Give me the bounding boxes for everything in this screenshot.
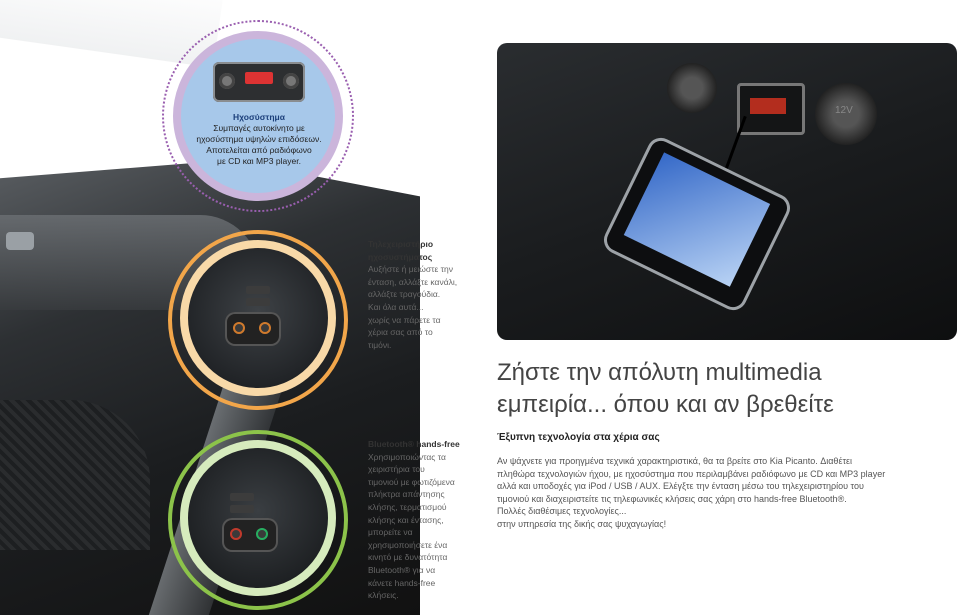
console-photo <box>497 43 957 340</box>
usb-aux-port <box>737 83 805 135</box>
bluetooth-line: μπορείτε να <box>368 527 413 538</box>
headline-line: Ζήστε την απόλυτη multimedia <box>497 359 822 386</box>
lighter-socket-icon <box>667 63 717 113</box>
body-line: στην υπηρεσία της δικής σας ψυχαγωγίας! <box>497 518 667 529</box>
bluetooth-line: πλήκτρα απάντησης <box>368 489 445 500</box>
bluetooth-line: κάνετε hands-free <box>368 577 436 588</box>
bluetooth-title: Bluetooth® hands-free <box>368 439 460 449</box>
bluetooth-line: Χρησιμοποιώντας τα <box>368 451 446 462</box>
end-call-icon <box>230 528 242 540</box>
body-line: Πολλές διαθέσιμες τεχνολογίες... <box>497 506 627 517</box>
bluetooth-line: κλήσης και έντασης, <box>368 514 444 525</box>
remote-title: ηχοσυστήματος <box>368 251 433 262</box>
radio-knob-right <box>283 73 299 89</box>
bt-button-cluster <box>222 518 278 552</box>
radio-display <box>245 72 273 84</box>
door-handle-icon <box>6 232 34 250</box>
audio-line: ηχοσύστημα υψηλών επιδόσεων. <box>196 134 322 144</box>
remote-rocker-up <box>246 286 270 294</box>
subheading: Έξυπνη τεχνολογία στα χέρια σας <box>497 432 660 443</box>
bt-rocker-up <box>230 493 254 501</box>
audio-caption <box>190 112 328 167</box>
audio-line: με CD και MP3 player. <box>217 156 301 166</box>
body-line: Αν ψάχνετε για προηγμένα τεχνικά χαρακτηριστικά, θα τα βρείτε στο Kia Picanto. Διαθέτει <box>497 456 853 466</box>
radio-knob-left <box>219 73 235 89</box>
audio-title: Ηχοσύστημα <box>233 112 285 122</box>
remote-button-cluster <box>225 312 281 346</box>
mute-button-icon <box>259 322 271 334</box>
body-line: τιμονιού και διαχειριστείτε τις τηλεφωνικές κλήσεις σας χάρη στο hands-free Bluetooth®. <box>497 493 847 504</box>
remote-line: Και όλα αυτά... <box>368 301 424 312</box>
body-line: πληθώρα τεχνολογιών ήχου, με ηχοσύστημα που περιλαμβάνει ραδιόφωνο με CD και MP3 player <box>497 468 886 479</box>
remote-line: χωρίς να πάρετε τα <box>368 314 441 325</box>
remote-rocker-down <box>246 298 270 306</box>
remote-line: τιμόνι. <box>368 339 392 350</box>
bluetooth-line: χειριστήρια του <box>368 464 425 475</box>
headline <box>497 357 834 421</box>
remote-caption <box>368 238 478 351</box>
socket-label: 12V <box>835 105 853 116</box>
headline-line: εμπειρία... όπου και αν βρεθείτε <box>497 391 834 418</box>
radio-unit-icon <box>213 62 305 102</box>
bluetooth-caption <box>368 438 480 602</box>
bluetooth-line: κινητό με δυνατότητα <box>368 552 448 563</box>
body-line: αλλά και υποδοχές για iPod / USB / AUX. Ελέγξτε την ένταση μέσω του τηλεχειριστηρίου του <box>497 481 864 492</box>
remote-line: χέρια σας από το <box>368 327 433 338</box>
remote-title: Τηλεχειριστήριο <box>368 239 434 249</box>
mode-button-icon <box>233 322 245 334</box>
bluetooth-line: τιμονιού με φωτιζόμενα <box>368 476 455 487</box>
port-panel <box>750 98 786 114</box>
remote-line: αλλάξτε τραγούδια. <box>368 289 441 300</box>
bt-rocker-down <box>230 505 254 513</box>
phone-device <box>599 133 794 315</box>
remote-line: ένταση, αλλάξτε κανάλι, <box>368 276 458 287</box>
body-text <box>497 455 927 531</box>
bluetooth-line: κλήσεις. <box>368 590 399 601</box>
phone-screen <box>624 152 770 286</box>
remote-line: Αυξήστε ή μειώστε την <box>368 264 453 275</box>
bluetooth-line: Bluetooth® για να <box>368 564 436 575</box>
answer-call-icon <box>256 528 268 540</box>
bluetooth-line: κλήσης, τερματισμού <box>368 501 447 512</box>
bluetooth-line: χρησιμοποιήσετε ένα <box>368 539 448 550</box>
audio-line: Αποτελείται από ραδιόφωνο <box>206 145 312 155</box>
audio-line: Συμπαγές αυτοκίνητο με <box>213 123 305 133</box>
